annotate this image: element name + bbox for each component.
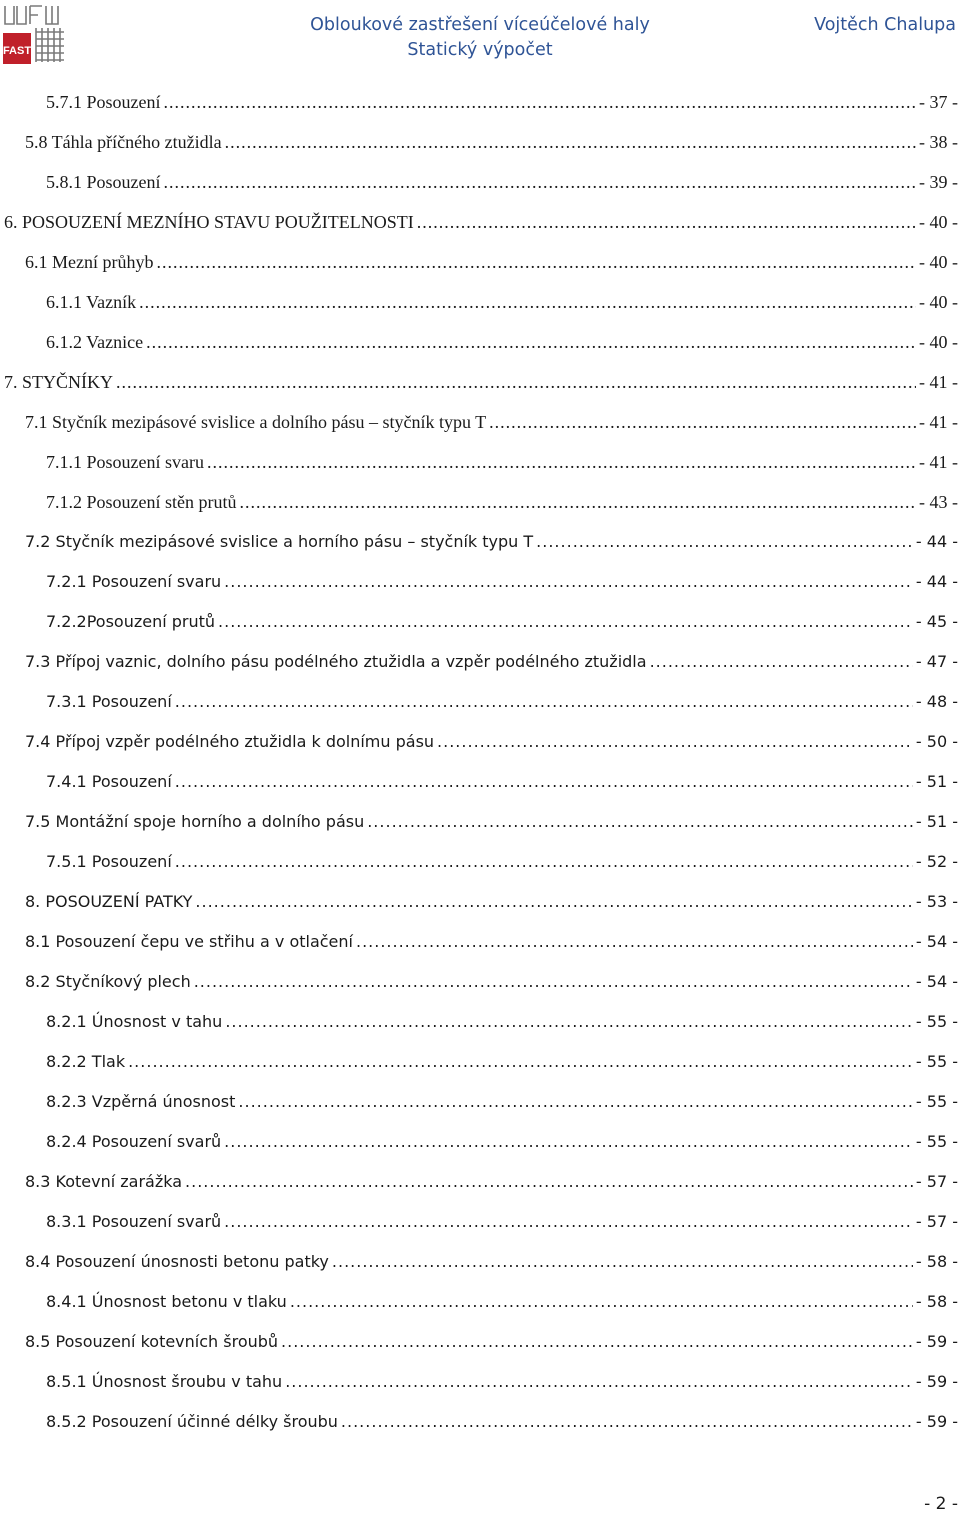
toc-entry[interactable] bbox=[46, 1092, 958, 1118]
toc-entry-page: - 47 - bbox=[915, 652, 958, 671]
toc-entry-title: 8.5.2 Posouzení účinné délky šroubu bbox=[46, 1412, 338, 1431]
toc-entry-page: - 37 - bbox=[919, 92, 958, 112]
toc-entry[interactable] bbox=[25, 732, 958, 758]
toc-entry[interactable] bbox=[46, 852, 958, 878]
toc-dot-leader bbox=[224, 1132, 913, 1151]
toc-dot-leader bbox=[489, 412, 916, 433]
toc-entry-title: 8.2.3 Vzpěrná únosnost bbox=[46, 1092, 236, 1111]
toc-dot-leader bbox=[650, 652, 913, 671]
toc-entry[interactable] bbox=[46, 1012, 958, 1038]
toc-dot-leader bbox=[146, 332, 916, 353]
toc-entry-page: - 59 - bbox=[915, 1372, 958, 1391]
page-header bbox=[0, 0, 960, 80]
toc-entry-page: - 57 - bbox=[915, 1212, 958, 1231]
toc-entry[interactable] bbox=[46, 572, 958, 598]
toc-entry-page: - 51 - bbox=[915, 812, 958, 831]
toc-dot-leader bbox=[175, 692, 913, 711]
toc-entry[interactable] bbox=[25, 132, 958, 158]
toc-entry[interactable] bbox=[46, 692, 958, 718]
toc-entry[interactable] bbox=[46, 492, 958, 518]
toc-entry-title: 7.2.1 Posouzení svaru bbox=[46, 572, 222, 591]
toc-dot-leader bbox=[285, 1372, 913, 1391]
toc-entry-page: - 53 - bbox=[915, 892, 958, 911]
toc-entry-title: 6.1.2 Vaznice bbox=[46, 332, 144, 352]
toc-dot-leader bbox=[175, 852, 913, 871]
toc-entry-page: - 59 - bbox=[915, 1332, 958, 1351]
toc-entry-title: 7.2.2Posouzení prutů bbox=[46, 612, 216, 631]
toc-entry-title: 6.1.1 Vazník bbox=[46, 292, 137, 312]
toc-dot-leader bbox=[225, 132, 916, 153]
toc-entry-page: - 52 - bbox=[915, 852, 958, 871]
toc-entry-page: - 41 - bbox=[919, 452, 958, 472]
toc-dot-leader bbox=[240, 492, 917, 513]
toc-entry-page: - 55 - bbox=[915, 1132, 958, 1151]
toc-entry-title: 8.3 Kotevní zarážka bbox=[25, 1172, 183, 1191]
toc-entry[interactable] bbox=[25, 892, 958, 918]
toc-entry-title: 6.1 Mezní průhyb bbox=[25, 252, 154, 272]
toc-entry[interactable] bbox=[25, 532, 958, 558]
toc-entry-title: 8.2.2 Tlak bbox=[46, 1052, 126, 1071]
toc-entry-title: 7.1.1 Posouzení svaru bbox=[46, 452, 204, 472]
toc-entry[interactable] bbox=[25, 812, 958, 838]
toc-entry-title: 8.2.1 Únosnost v tahu bbox=[46, 1012, 223, 1031]
toc-entry[interactable] bbox=[25, 412, 958, 438]
toc-entry-page: - 45 - bbox=[915, 612, 958, 631]
toc-entry-page: - 48 - bbox=[915, 692, 958, 711]
toc-entry[interactable] bbox=[46, 332, 958, 358]
toc-dot-leader bbox=[207, 452, 916, 473]
toc-entry-page: - 41 - bbox=[919, 372, 958, 392]
toc-dot-leader bbox=[417, 212, 916, 233]
toc-entry-title: 8.2.4 Posouzení svarů bbox=[46, 1132, 222, 1151]
toc-entry-page: - 55 - bbox=[915, 1012, 958, 1031]
toc-entry-title: 8.4 Posouzení únosnosti betonu patky bbox=[25, 1252, 329, 1271]
toc-entry[interactable] bbox=[46, 452, 958, 478]
toc-dot-leader bbox=[224, 572, 913, 591]
toc-dot-leader bbox=[195, 892, 913, 911]
toc-entry-title: 7.2 Styčník mezipásové svislice a horního pásu – styčník typu T bbox=[25, 532, 534, 551]
toc-entry[interactable] bbox=[46, 172, 958, 198]
toc-entry-title: 8.4.1 Únosnost betonu v tlaku bbox=[46, 1292, 287, 1311]
toc-entry[interactable] bbox=[46, 1372, 958, 1398]
toc-entry-page: - 40 - bbox=[919, 212, 958, 232]
toc-entry[interactable] bbox=[46, 772, 958, 798]
toc-dot-leader bbox=[185, 1172, 913, 1191]
toc-entry[interactable] bbox=[25, 1252, 958, 1278]
toc-entry-title: 8.5 Posouzení kotevních šroubů bbox=[25, 1332, 279, 1351]
toc-entry[interactable] bbox=[25, 1172, 958, 1198]
toc-entry-title: 7.3.1 Posouzení bbox=[46, 692, 172, 711]
toc-entry[interactable] bbox=[25, 932, 958, 958]
toc-entry-title: 8. POSOUZENÍ PATKY bbox=[25, 892, 193, 911]
toc-entry-title: 7.4 Přípoj vzpěr podélného ztužidla k dolnímu pásu bbox=[25, 732, 435, 751]
toc-entry-page: - 54 - bbox=[915, 932, 958, 951]
toc-entry-title: 8.3.1 Posouzení svarů bbox=[46, 1212, 222, 1231]
toc-entry-page: - 58 - bbox=[915, 1292, 958, 1311]
toc-dot-leader bbox=[224, 1212, 913, 1231]
toc-dot-leader bbox=[290, 1292, 913, 1311]
toc-entry-title: 7.1 Styčník mezipásové svislice a dolního pásu – styčník typu T bbox=[25, 412, 487, 432]
toc-entry[interactable] bbox=[46, 1412, 958, 1438]
toc-dot-leader bbox=[341, 1412, 913, 1431]
toc-dot-leader bbox=[194, 972, 913, 991]
toc-entry-page: - 44 - bbox=[915, 532, 958, 551]
toc-entry-page: - 40 - bbox=[919, 252, 958, 272]
toc-dot-leader bbox=[332, 1252, 913, 1271]
toc-entry-title: 5.7.1 Posouzení bbox=[46, 92, 161, 112]
toc-entry[interactable] bbox=[46, 92, 958, 118]
toc-dot-leader bbox=[116, 372, 916, 393]
toc-entry-page: - 59 - bbox=[915, 1412, 958, 1431]
toc-dot-leader bbox=[175, 772, 913, 791]
toc-entry[interactable] bbox=[4, 372, 958, 398]
toc-entry-page: - 39 - bbox=[919, 172, 958, 192]
toc-entry-title: 5.8 Táhla příčného ztužidla bbox=[25, 132, 222, 152]
toc-entry-page: - 41 - bbox=[919, 412, 958, 432]
fast-logo bbox=[2, 2, 68, 66]
toc-entry-page: - 44 - bbox=[915, 572, 958, 591]
toc-entry[interactable] bbox=[25, 252, 958, 278]
document-title: Obloukové zastřešení víceúčelové haly bbox=[310, 15, 650, 35]
toc-entry-page: - 43 - bbox=[919, 492, 958, 512]
page-number: - 2 - bbox=[924, 1494, 958, 1514]
toc-dot-leader bbox=[139, 292, 916, 313]
toc-entry[interactable] bbox=[46, 292, 958, 318]
toc-dot-leader bbox=[367, 812, 913, 831]
toc-entry-page: - 51 - bbox=[915, 772, 958, 791]
toc-dot-leader bbox=[281, 1332, 913, 1351]
toc-dot-leader bbox=[218, 612, 913, 631]
toc-entry[interactable] bbox=[25, 652, 958, 678]
toc-entry-title: 8.1 Posouzení čepu ve střihu a v otlačení bbox=[25, 932, 353, 951]
toc-entry-page: - 40 - bbox=[919, 332, 958, 352]
toc-entry-title: 7.5.1 Posouzení bbox=[46, 852, 172, 871]
toc-entry[interactable] bbox=[46, 1052, 958, 1078]
toc-entry[interactable] bbox=[46, 1212, 958, 1238]
toc-entry-page: - 50 - bbox=[915, 732, 958, 751]
toc-entry-title: 7.5 Montážní spoje horního a dolního pásu bbox=[25, 812, 365, 831]
toc-dot-leader bbox=[128, 1052, 913, 1071]
toc-entry-page: - 55 - bbox=[915, 1092, 958, 1111]
toc-entry-title: 7.4.1 Posouzení bbox=[46, 772, 172, 791]
toc-dot-leader bbox=[225, 1012, 913, 1031]
toc-entry[interactable] bbox=[4, 212, 958, 238]
toc-entry[interactable] bbox=[46, 1132, 958, 1158]
toc-dot-leader bbox=[356, 932, 913, 951]
toc-entry-title: 6. POSOUZENÍ MEZNÍHO STAVU POUŽITELNOSTI bbox=[4, 212, 414, 232]
svg-text:FAST: FAST bbox=[2, 45, 32, 57]
toc-entry-title: 8.5.1 Únosnost šroubu v tahu bbox=[46, 1372, 283, 1391]
toc-dot-leader bbox=[437, 732, 913, 751]
toc-entry-page: - 57 - bbox=[915, 1172, 958, 1191]
toc-entry[interactable] bbox=[25, 972, 958, 998]
toc-entry-title: 5.8.1 Posouzení bbox=[46, 172, 161, 192]
toc-entry-title: 7. STYČNÍKY bbox=[4, 372, 114, 392]
author-name: Vojtěch Chalupa bbox=[814, 15, 956, 35]
toc-dot-leader bbox=[536, 532, 913, 551]
toc-entry[interactable] bbox=[25, 1332, 958, 1358]
toc-entry-title: 8.2 Styčníkový plech bbox=[25, 972, 191, 991]
toc-entry-title: 7.3 Přípoj vaznic, dolního pásu podélného ztužidla a vzpěr podélného ztužidla bbox=[25, 652, 647, 671]
toc-dot-leader bbox=[238, 1092, 913, 1111]
toc-entry-page: - 54 - bbox=[915, 972, 958, 991]
document-subtitle: Statický výpočet bbox=[407, 40, 553, 60]
toc-entry[interactable] bbox=[46, 612, 958, 638]
toc-entry[interactable] bbox=[46, 1292, 958, 1318]
toc-entry-page: - 40 - bbox=[919, 292, 958, 312]
toc-entry-page: - 58 - bbox=[915, 1252, 958, 1271]
toc-dot-leader bbox=[164, 92, 917, 113]
toc-entry-page: - 55 - bbox=[915, 1052, 958, 1071]
toc-dot-leader bbox=[164, 172, 917, 193]
toc-dot-leader bbox=[156, 252, 916, 273]
toc-entry-title: 7.1.2 Posouzení stěn prutů bbox=[46, 492, 237, 512]
toc-entry-page: - 38 - bbox=[919, 132, 958, 152]
